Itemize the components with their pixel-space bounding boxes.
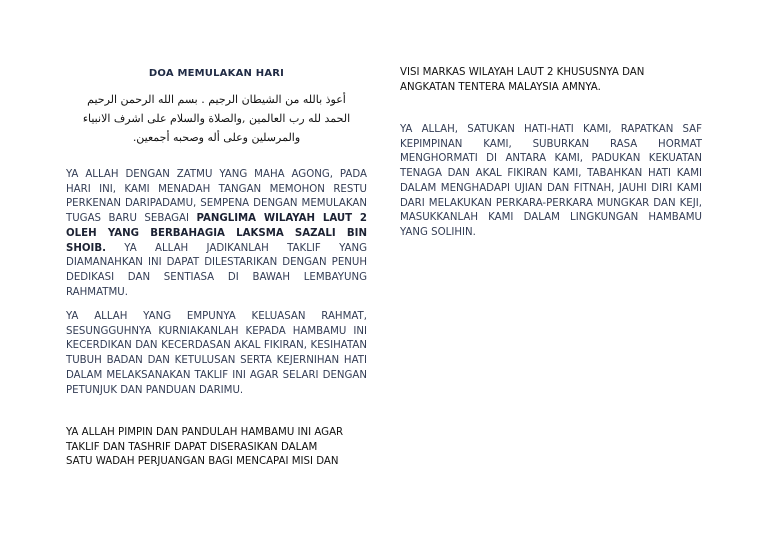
right-paragraph-2: YA ALLAH, SATUKAN HATI-HATI KAMI, RAPATKAN SAF KEPIMPINAN KAMI, SUBURKAN RASA HORMAT MENGHORMATI DI ANTARA KAMI, PADUKAN KEKUATAN TENAGA DAN AKAL FIKIRAN KAMI, TABAHKAN HATI KAMI DALAM MENGHADAPI UJIAN DAN FITNAH, JAUHI DIRI KAMI DARI MELAKUKAN PERKARA-PERKARA MUNGKAR DAN KEJI, MASUKKANLAH KAMI DALAM LINGKUNGAN HAMBAMU YANG SOLIHIN. [400, 124, 702, 238]
document-title: DOA MEMULAKAN HARI [148, 68, 285, 79]
paragraph-1-text-start: YA ALLAH DENGAN ZATMU YANG MAHA AGONG, PADA HARI INI, KAMI MENADAH TANGAN MEMOHON RESTU PERKENAN DARIPADAMU, SEMPENA DENGAN MEMULAKAN TUGAS BARU SEBAGAI [66, 169, 367, 225]
left-paragraph-2: YA ALLAH YANG EMPUNYA KELUASAN RAHMAT, SESUNGGUHNYA KURNIAKANLAH KEPADA HAMBAMU INI KECERDIKAN DAN KECERDASAN AKAL FIKIRAN, KESIHATAN TUBUH BADAN DAN KETULUSAN SERTA KEJERNIHAN HATI DALAM MELAKSANAKAN TAKLIF INI AGAR SELARI DENGAN PETUNJUK DAN PANDUAN DARIMU. [66, 311, 367, 396]
right-paragraph-1-line-1: VISI MARKAS WILAYAH LAUT 2 KHUSUSNYA DAN [400, 67, 645, 78]
paragraph-3-line-1: YA ALLAH PIMPIN DAN PANDULAH HAMBAMU INI AGAR [66, 427, 344, 438]
left-paragraph-3 [66, 426, 367, 470]
arabic-line-3: والمرسلين وعلى أله وصحبه أجمعين. [132, 131, 301, 144]
arabic-opening [66, 90, 367, 147]
paragraph-1-text-end: YA ALLAH JADIKANLAH TAKLIF YANG DIAMANAHKAN INI DAPAT DILESTARIKAN DENGAN PENUH DEDIKASI DAN SENTIASA DI BAWAH LEMBAYUNG RAHMATMU. [66, 242, 367, 298]
paragraph-1-bold-text: PANGLIMA WILAYAH LAUT 2 OLEH YANG BERBAHAGIA LAKSMA SAZALI BIN SHOIB. [66, 213, 367, 254]
right-paragraph-1 [400, 66, 702, 95]
paragraph-3-line-3: SATU WADAH PERJUANGAN BAGI MENCAPAI MISI DAN [66, 456, 339, 468]
arabic-line-2: الحمد لله رب العالمين ,والصلاة والسلام على اشرف الانبياء [82, 112, 351, 125]
right-paragraph-1-line-2: ANGKATAN TENTERA MALAYSIA AMNYA. [400, 81, 601, 93]
left-paragraph-1 [66, 168, 367, 300]
arabic-line-1: أعوذ بالله من الشيطان الرجيم . بسم الله الرحمن الرحيم [87, 93, 346, 106]
paragraph-3-line-2: TAKLIF DAN TASHRIF DAPAT DISERASIKAN DALAM [66, 441, 318, 453]
